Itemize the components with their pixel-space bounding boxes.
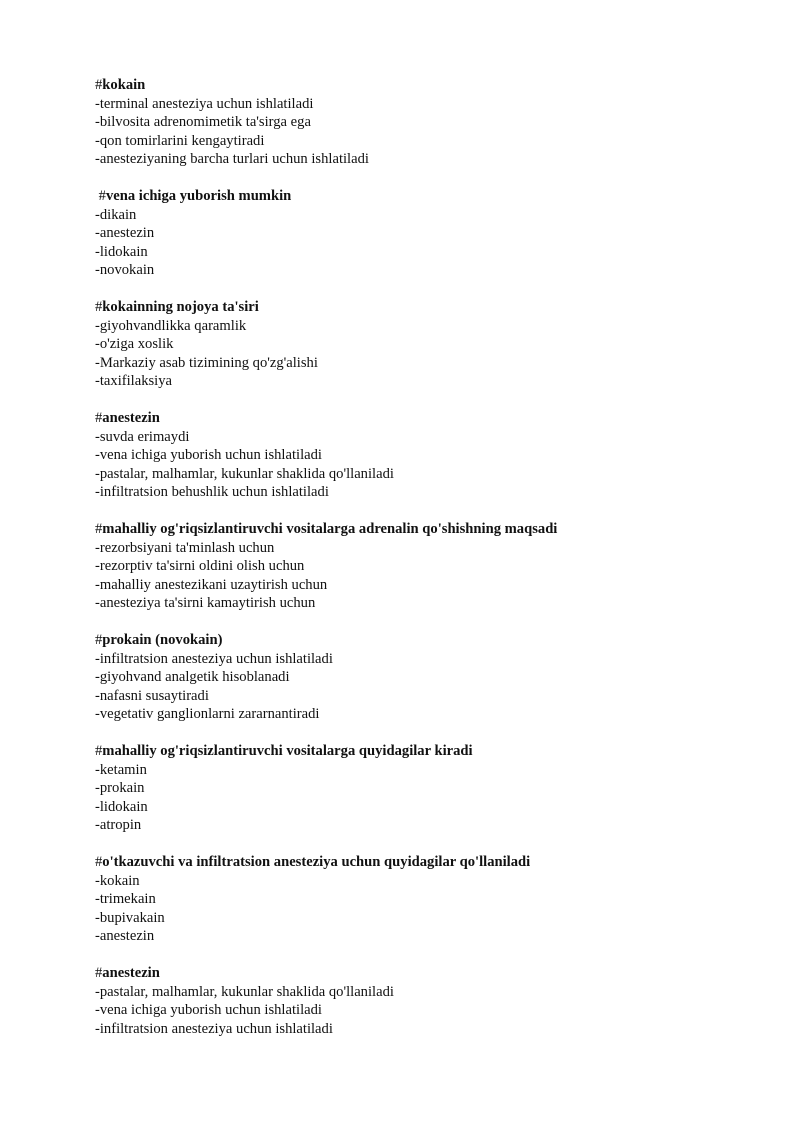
- question-block: [95, 853, 775, 946]
- answer-option: -anestezin: [95, 928, 155, 944]
- question-title: mahalliy og'riqsizlantiruvchi vositalarga quyidagilar kiradi: [102, 743, 473, 759]
- answer-option: -lidokain: [95, 798, 148, 815]
- question-title: anestezin: [102, 410, 160, 426]
- question-hash: #: [95, 410, 103, 426]
- question-heading: [95, 742, 775, 761]
- question-hash: #: [95, 521, 103, 537]
- answer-option: -vena ichiga yuborish uchun ishlatiladi: [95, 1002, 322, 1018]
- answer-option: -anesteziyaning barcha turlari uchun ishlatiladi: [95, 151, 369, 167]
- question-hash: #: [95, 188, 106, 204]
- question-hash: #: [95, 743, 103, 759]
- answer-option: -prokain: [95, 780, 145, 796]
- answer-option: -ketamin: [95, 761, 147, 778]
- answer-option: -infiltratsion behushlik uchun ishlatiladi: [95, 484, 329, 500]
- document-body: [95, 76, 775, 1057]
- question-heading: [95, 298, 775, 317]
- answer-option: -novokain: [95, 262, 155, 278]
- question-heading: [95, 187, 775, 206]
- answer-option: -dikain: [95, 206, 137, 223]
- question-block: [95, 631, 775, 724]
- answer-option: -vegetativ ganglionlarni zararnantiradi: [95, 706, 320, 722]
- question-title: mahalliy og'riqsizlantiruvchi vositalarga adrenalin qo'shishning maqsadi: [102, 521, 558, 537]
- question-title: prokain (novokain): [102, 632, 223, 648]
- answer-option: -terminal anesteziya uchun ishlatiladi: [95, 95, 314, 112]
- question-hash: #: [95, 965, 103, 981]
- question-block: [95, 520, 775, 613]
- answer-option: -infiltratsion anesteziya uchun ishlatiladi: [95, 650, 333, 667]
- answer-option: -rezorptiv ta'sirni oldini olish uchun: [95, 558, 305, 574]
- question-title: kokainning nojoya ta'siri: [102, 299, 259, 315]
- question-title: o'tkazuvchi va infiltratsion anesteziya uchun quyidagilar qo'llaniladi: [102, 854, 531, 870]
- answer-option: -anestezin: [95, 225, 155, 241]
- question-block: [95, 187, 775, 280]
- question-block: [95, 298, 775, 391]
- answer-option: -infiltratsion anesteziya uchun ishlatiladi: [95, 1020, 333, 1037]
- answer-option: -nafasni susaytiradi: [95, 687, 209, 704]
- question-block: [95, 742, 775, 835]
- question-heading: [95, 409, 775, 428]
- answer-option: -atropin: [95, 817, 142, 833]
- question-block: [95, 76, 775, 169]
- answer-option: -qon tomirlarini kengaytiradi: [95, 132, 265, 149]
- question-hash: #: [95, 77, 103, 93]
- answer-option: -anesteziya ta'sirni kamaytirish uchun: [95, 595, 316, 611]
- question-hash: #: [95, 854, 103, 870]
- question-block: [95, 964, 775, 1038]
- answer-option: -suvda erimaydi: [95, 428, 190, 445]
- question-heading: [95, 964, 775, 983]
- question-heading: [95, 520, 775, 539]
- question-title: anestezin: [102, 965, 160, 981]
- question-heading: [95, 631, 775, 650]
- answer-option: -giyohvand analgetik hisoblanadi: [95, 669, 290, 685]
- question-hash: #: [95, 632, 103, 648]
- answer-option: -taxifilaksiya: [95, 373, 172, 389]
- question-heading: [95, 853, 775, 872]
- answer-option: -vena ichiga yuborish uchun ishlatiladi: [95, 447, 322, 463]
- answer-option: -rezorbsiyani ta'minlash uchun: [95, 539, 275, 556]
- answer-option: -trimekain: [95, 891, 156, 907]
- answer-option: -bilvosita adrenomimetik ta'sirga ega: [95, 114, 311, 130]
- question-block: [95, 409, 775, 502]
- answer-option: -pastalar, malhamlar, kukunlar shaklida qo'llaniladi: [95, 465, 394, 482]
- answer-option: -lidokain: [95, 243, 148, 260]
- question-heading: [95, 76, 775, 95]
- answer-option: -bupivakain: [95, 909, 165, 926]
- answer-option: -kokain: [95, 872, 140, 889]
- answer-option: -o'ziga xoslik: [95, 336, 174, 352]
- question-hash: #: [95, 299, 103, 315]
- answer-option: -Markaziy asab tizimining qo'zg'alishi: [95, 354, 318, 371]
- question-title: kokain: [102, 77, 146, 93]
- answer-option: -mahalliy anestezikani uzaytirish uchun: [95, 576, 328, 593]
- answer-option: -giyohvandlikka qaramlik: [95, 317, 247, 334]
- answer-option: -pastalar, malhamlar, kukunlar shaklida qo'llaniladi: [95, 983, 394, 1000]
- question-title: vena ichiga yuborish mumkin: [105, 188, 292, 204]
